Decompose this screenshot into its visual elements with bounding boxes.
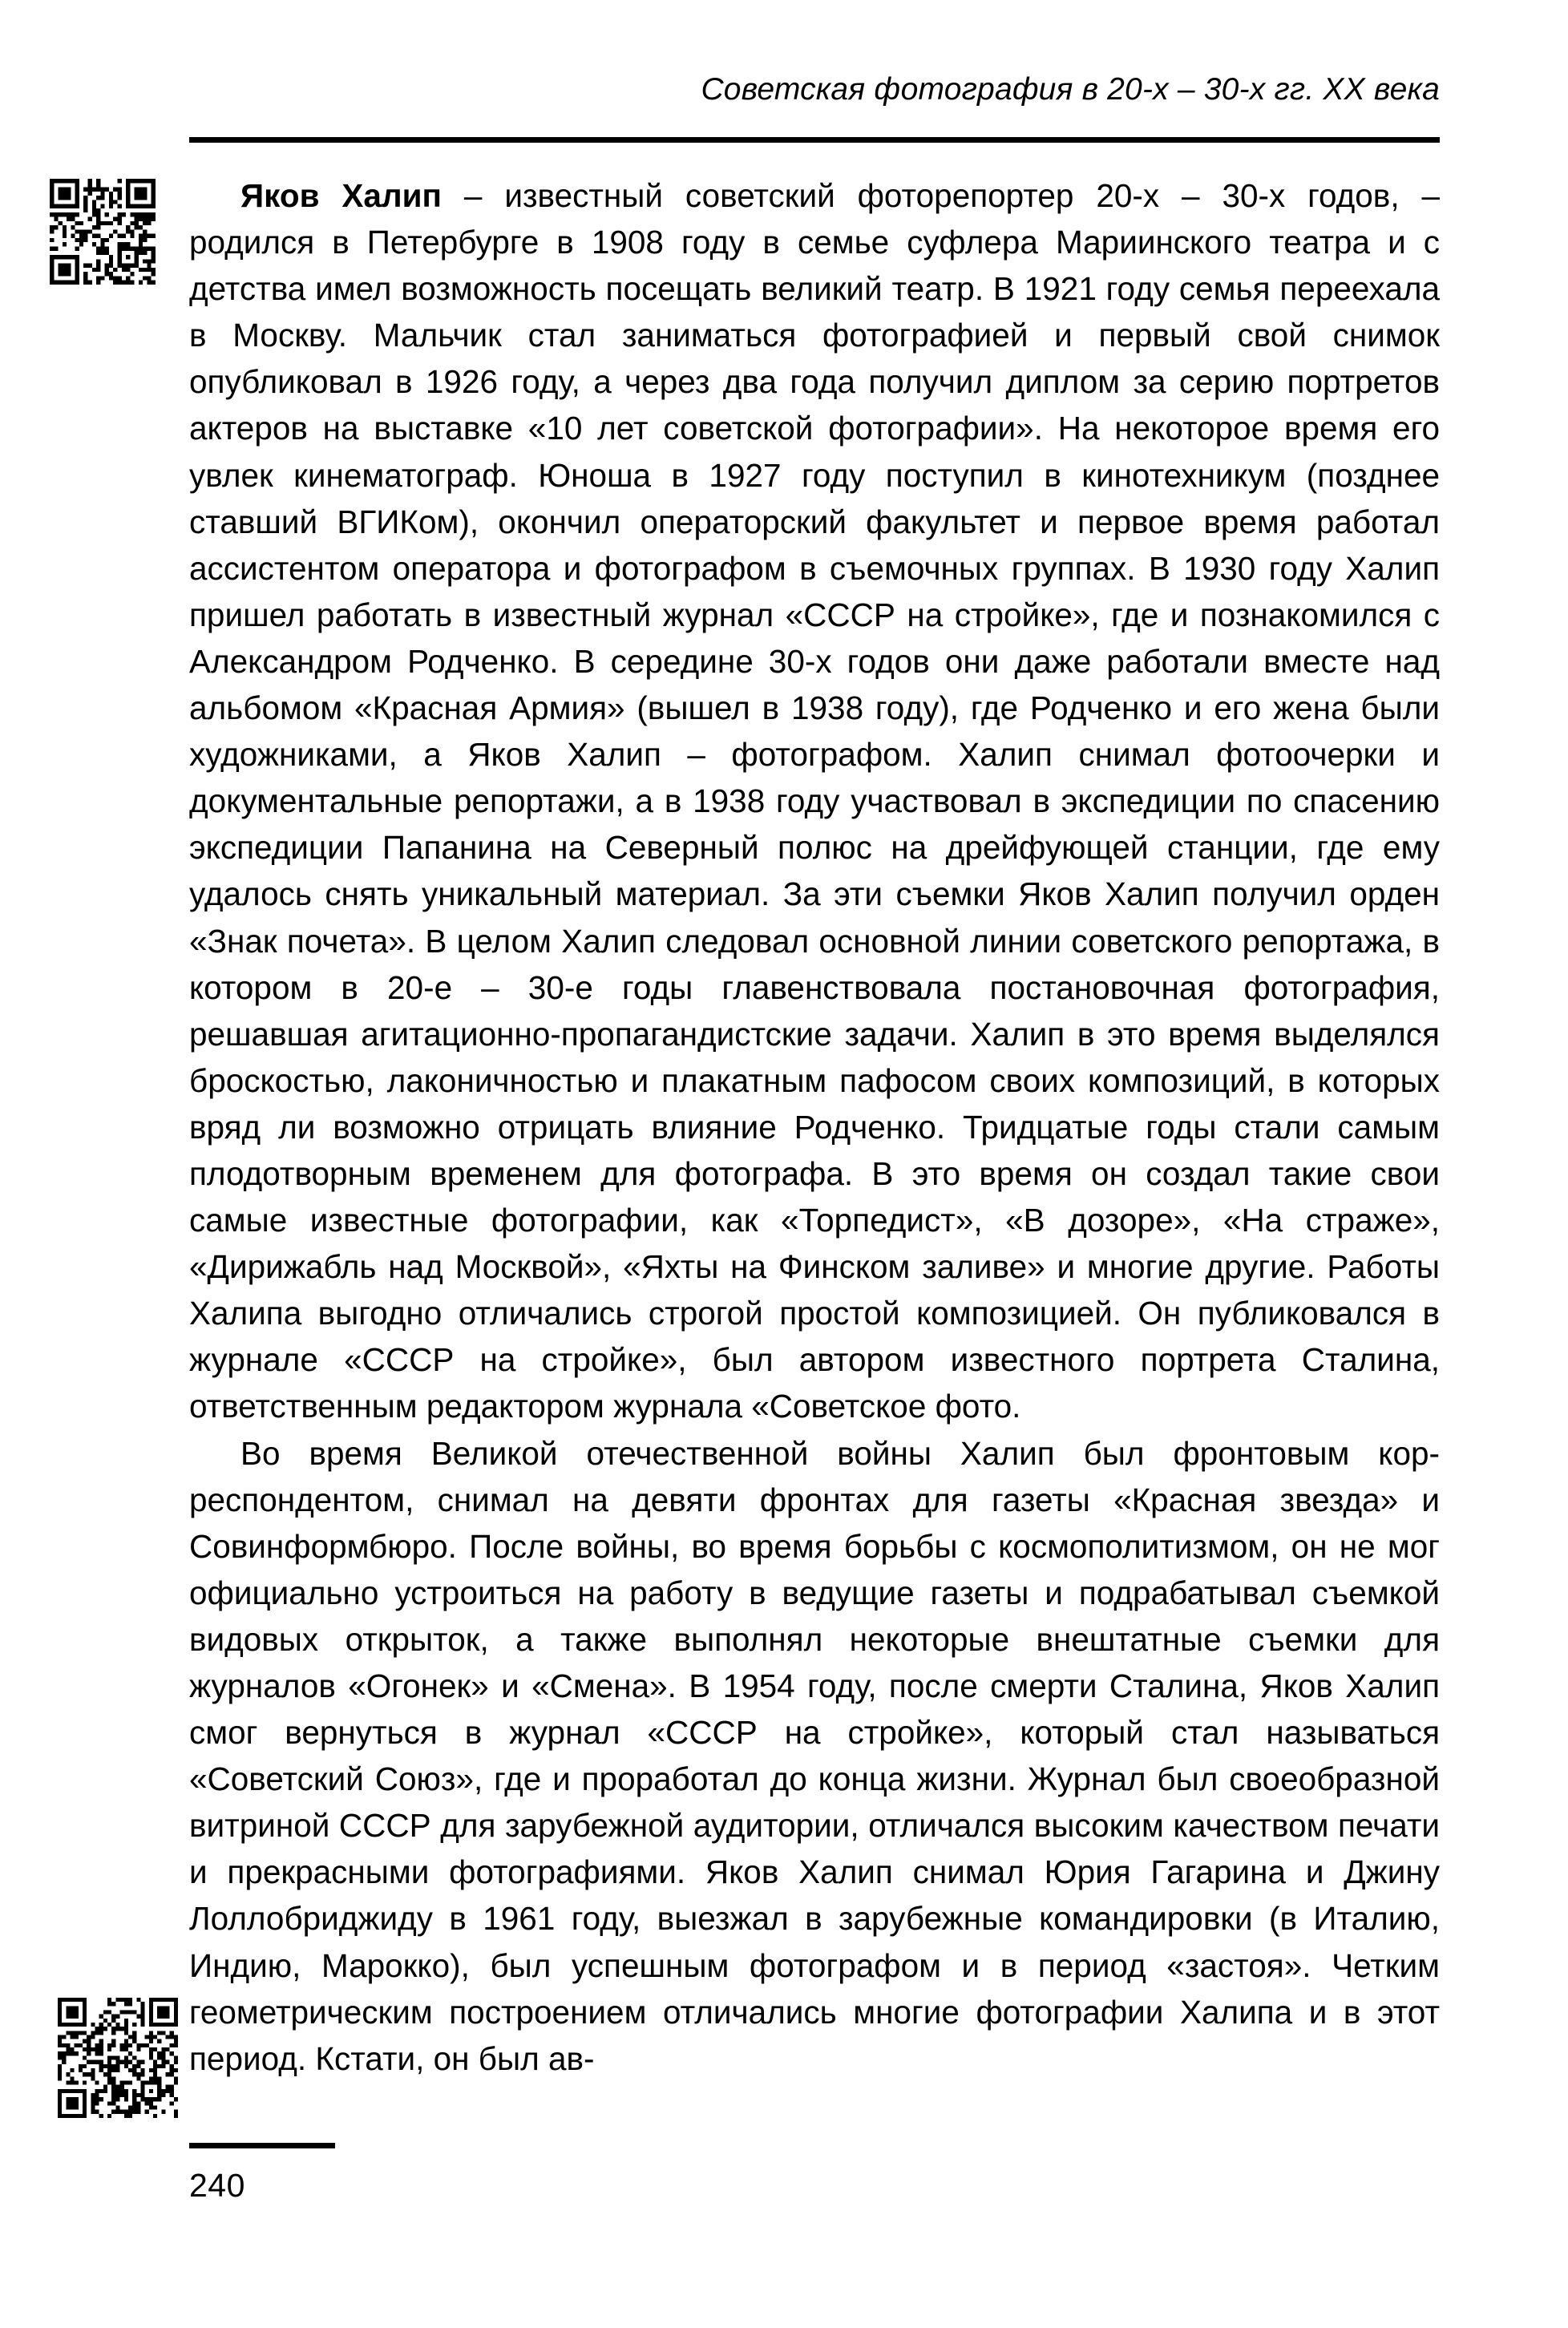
paragraph-2-text: Во время Великой отечественной войны Халип был фронтовым корреспондентом, снимал на девяти фронтах для газеты «Красная звезда» и Совинформбюро. После войны, во время борьбы с космополитизмом, он не мог официально устроиться на работу в ведущие газеты и подрабатывал съемкой видовых открыток, а также выполнял некоторые внештатные съемки для журналов «Огонек» и «Смена». В 1954 году, после смерти Сталина, Яков Халип смог вернуться в журнал «СССР на стройке», который стал называться «Советский Союз», где и проработал до конца жизни. Журнал был своеобразной витриной СССР для зарубежной аудитории, отличался высоким качеством печати и прекрасными фотографиями. Яков Халип снимал Юрия Гагарина и Джину Лоллобриджиду в 1961 году, выезжал в зарубежные командировки (в Италию, Индию, Марокко), был успешным фотографом и в период «застоя». Четким геометрическим построением отличались многие фотографии Халипа и в этот период. Кстати, он был ав- [189,1434,1440,2077]
paragraph-2 [189,1430,1440,2082]
qr-code-bottom-icon [58,1998,178,2118]
paragraph-1-text: – известный советский фоторепортер 20-х – 30-х годов, – родился в Петербурге в 1908 году в семье суфлера Мариинского театра и с детства имел возможность посещать великий театр. В 1921 году семья переехала в Москву. Мальчик стал заниматься фотографией и первый свой снимок опубликовал в 1926 году, а через два года получил диплом за серию портретов актеров на выставке «10 лет советской фотографии». На некоторое время его увлек кинематограф. Юноша в 1927 году поступил в кинотехникум (позднее ставший ВГИКом), окончил операторский факультет и первое время работал ассистентом оператора и фотографом в съемочных группах. В 1930 году Халип пришел работать в известный журнал «СССР на стройке», где и познакомился с Александром Родченко. В середине 30-х годов они даже работали вместе над альбомом «Красная Армия» (вышел в 1938 году), где Родченко и его жена были художниками, а Яков Халип – фотографом. Халип снимал фотоочерки и документальные репортажи, а в 1938 году участвовал в экспедиции по спасению экспедиции Папанина на Северный полюс на дрейфующей станции, где ему удалось снять уникальный материал. За эти съемки Яков Халип получил орден «Знак почета». В целом Халип следовал основной линии советского репортажа, в котором в 20-е – 30-е годы главенствовала постановочная фотография, решавшая агитационно-пропагандистские задачи. Халип в это время выделялся броскостью, лаконичностью и плакатным пафосом своих композиций, в которых вряд ли возможно отрицать влияние Родченко. Тридцатые годы стали самым плодотворным временем для фотографа. В это время он создал такие свои самые известные фотографии, как «Торпедист», «В дозоре», «На страже», «Дирижабль над Москвой», «Яхты на Финском заливе» и многие другие. Работы Халипа выгодно отличались строгой простой композицией. Он публиковался в журнале «СССР на стройке», был автором известного портрета Сталина, ответственным редактором журнала «Советское фото. [189,177,1440,1425]
running-head: Советская фотография в 20-х – 30-х гг. XX века [701,72,1440,107]
lead-in-name: Яков Халип [240,177,443,214]
paragraph-1 [189,172,1440,1430]
body-text-column [189,172,1440,2082]
page-number: 240 [189,2167,245,2204]
footer-divider-rule [189,2143,335,2148]
qr-code-top-icon [50,179,156,285]
header-divider-rule [189,137,1440,143]
